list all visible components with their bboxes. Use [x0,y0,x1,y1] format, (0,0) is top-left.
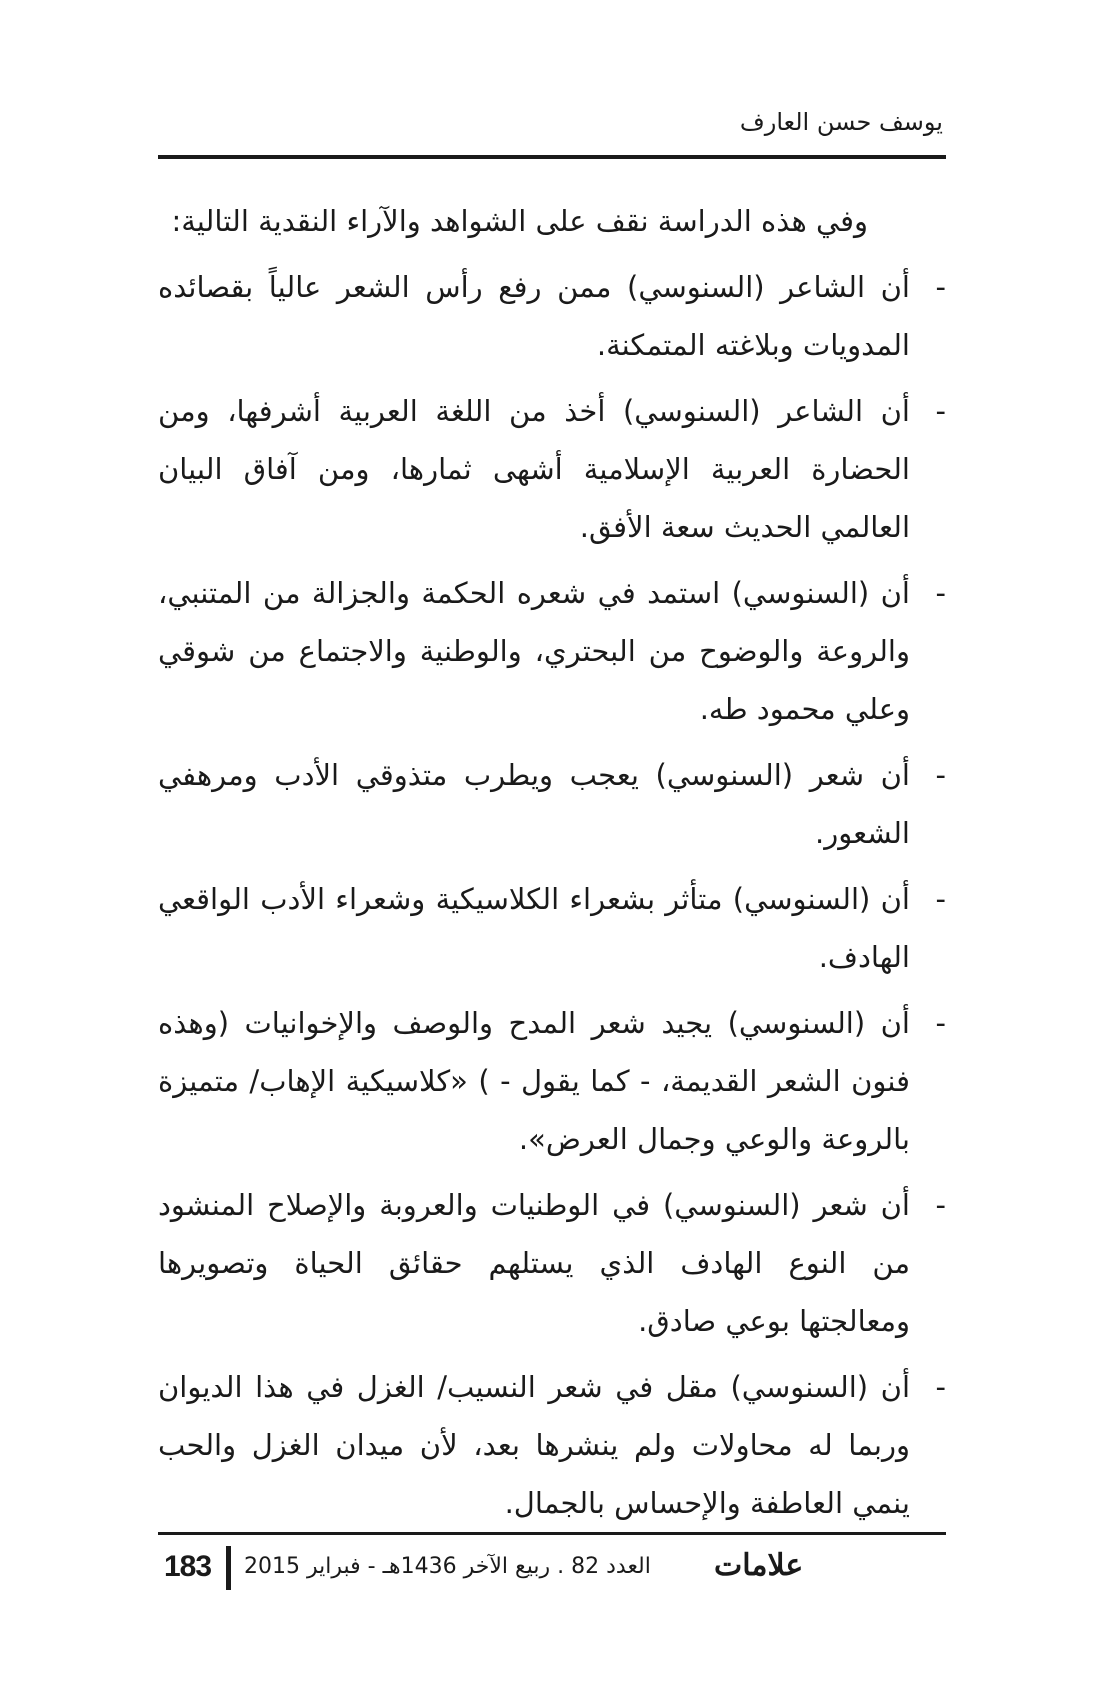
bullet-dash: - [935,758,946,792]
bullet-dash: - [935,1188,946,1222]
footer-divider [158,1532,946,1535]
list-item [158,1358,946,1532]
list-item-text: أن شعر (السنوسي) يعجب ويطرب متذوقي الأدب ومرهفي الشعور. [158,758,910,850]
list-item [158,870,946,986]
bullet-dash: - [935,1006,946,1040]
list-item [158,258,946,374]
bullet-dash: - [935,270,946,304]
journal-logo: علامات [714,1548,804,1583]
critical-points-list [158,258,946,1532]
footer-vertical-bar [226,1546,231,1590]
page-footer [158,1546,946,1594]
running-header-author: يوسف حسن العارف [739,108,943,136]
list-item [158,994,946,1168]
list-item-text: أن الشاعر (السنوسي) أخذ من اللغة العربية أشرفها، ومن الحضارة العربية الإسلامية أشهى ثمارها، ومن آفاق البيان العالمي الحديث سعة الأفق. [158,394,910,544]
list-item-text: أن (السنوسي) متأثر بشعراء الكلاسيكية وشعراء الأدب الواقعي الهادف. [158,882,910,974]
list-item-text: أن (السنوسي) يجيد شعر المدح والوصف والإخوانيات (وهذه فنون الشعر القديمة، - كما يقول - ) «كلاسيكية الإهاب/ متميزة بالروعة والوعي وجمال العرض». [158,1006,910,1156]
list-item [158,1176,946,1350]
bullet-dash: - [935,576,946,610]
list-item [158,382,946,556]
bullet-dash: - [935,394,946,428]
list-item [158,746,946,862]
list-item-text: أن (السنوسي) استمد في شعره الحكمة والجزالة من المتنبي، والروعة والوضوح من البحتري، والوطنية والاجتماع من شوقي وعلي محمود طه. [158,576,910,726]
intro-paragraph: وفي هذه الدراسة نقف على الشواهد والآراء النقدية التالية: [171,204,868,238]
header-divider [158,155,946,159]
list-item [158,564,946,738]
page-number: 183 [164,1550,212,1583]
bullet-dash: - [935,1370,946,1404]
list-item-text: أن شعر (السنوسي) في الوطنيات والعروبة والإصلاح المنشود من النوع الهادف الذي يستلهم حقائق الحياة وتصويرها ومعالجتها بوعي صادق. [158,1188,910,1338]
list-item-text: أن (السنوسي) مقل في شعر النسيب/ الغزل في هذا الديوان وربما له محاولات ولم ينشرها بعد، لأن ميدان الغزل والحب ينمي العاطفة والإحساس بالجمال. [158,1370,910,1520]
list-item-text: أن الشاعر (السنوسي) ممن رفع رأس الشعر عالياً بقصائده المدويات وبلاغته المتمكنة. [158,270,910,362]
issue-info: العدد 82 . ربيع الآخر 1436هـ - فبراير 2015 [244,1554,651,1579]
article-body [158,192,946,1540]
bullet-dash: - [935,882,946,916]
